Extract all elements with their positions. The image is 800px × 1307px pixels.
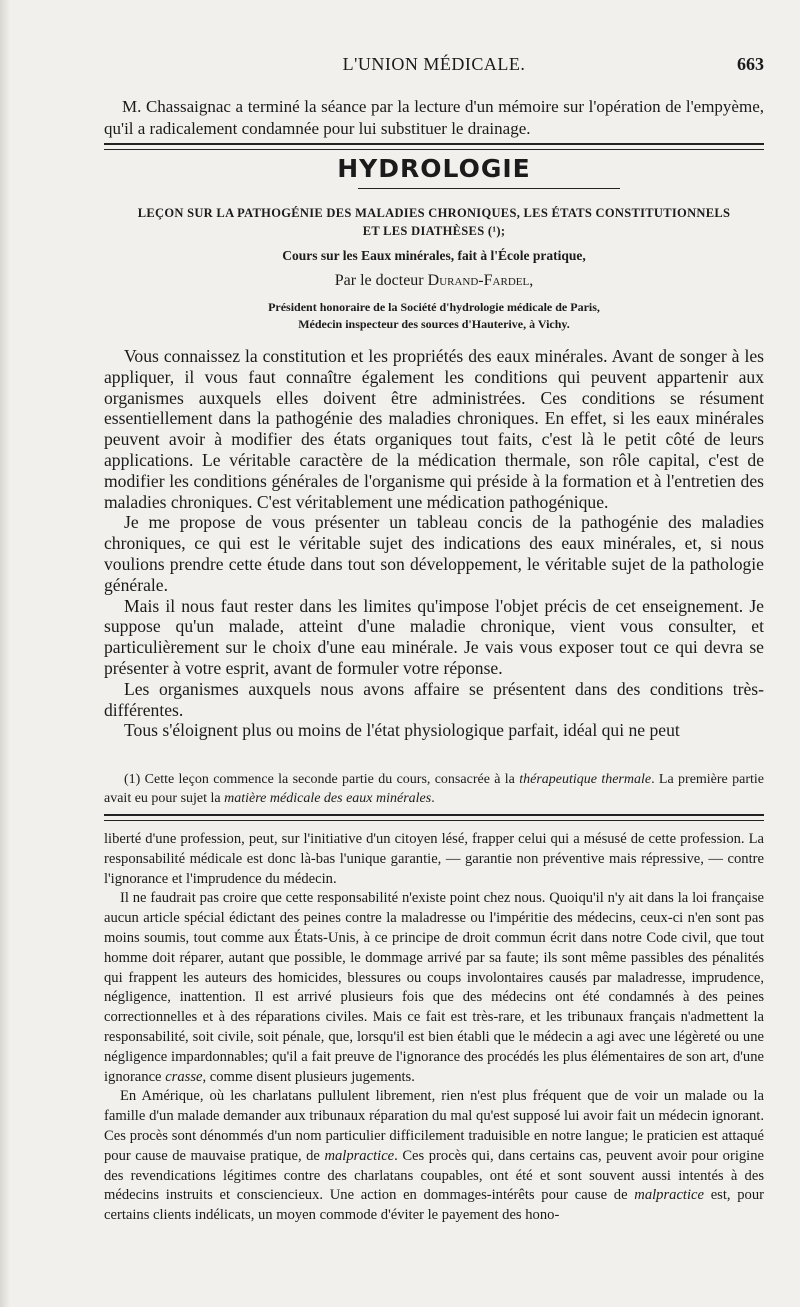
author-name: Durand-Fardel, [427, 272, 534, 289]
lecture-title-line-1: LEÇON SUR LA PATHOGÉNIE DES MALADIES CHRONIQUES, LES ÉTATS CONSTITUTIONNELS [137, 206, 731, 220]
footnote-text: . [431, 791, 435, 806]
author-line [104, 272, 764, 290]
lecture-title-line-2: ET LES DIATHÈSES (¹); [362, 224, 506, 238]
feuilleton-paragraph [104, 889, 764, 1087]
affiliation-2: Médecin inspecteur des sources d'Hauterive, à Vichy. [298, 317, 570, 331]
page-number: 663 [737, 54, 764, 74]
feuilleton-text: Il ne faudrait pas croire que cette responsabilité n'existe point chez nous. Quoiqu'il n'y ait dans la loi française aucun article spécial édictant des peines contre la maladresse ou l'impéritie des médecins, ceux-ci n'en sont pas moins soumis, tout comme aux États-Unis, à ce principe de droit commun écrit dans notre Code civil, que tout homme doit réparer, autant que possible, le dommage arrivé par sa faute; ils sont même passibles des pénalités qui frappent les auteurs des homicides, blessures ou coups involontaires causés par maladresse, imprudence, négligence, inattention. Il est arrivé plusieurs fois que des médecins ont été condamnés à des peines correctionnelles et à des réparations civiles. Mais ce fait est très-rare, et les tribunaux français n'admettent la responsabilité, soit civile, soit pénale, que, lorsqu'il est bien établi que le médecin a agi avec une légèreté ou une négligence impardonnables; qu'il a fait preuve de l'ignorance des procédés les plus élémentaires de son art, d'une ignorance [104, 890, 764, 1085]
body-paragraph: Vous connaissez la constitution et les propriétés des eaux minérales. Avant de songer à les appliquer, il vous faut connaître également les conditions qui peuvent appartenir aux organismes auxquels elles doivent être administrées. Ces conditions se résument essentiellement dans la pathogénie des maladies chroniques. En effet, si les eaux minérales peuvent avoir à modifier des états organiques tout faits, c'est là le petit côté de leurs applications. Le véritable caractère de la médication thermale, son rôle capital, c'est de modifier les conditions générales de l'organisme qui préside à la formation et à l'entretien des maladies chroniques. C'est véritablement une médication pathogénique. [104, 346, 764, 512]
feuilleton-paragraph: liberté d'une profession, peut, sur l'initiative d'un citoyen lésé, frapper celui qui a mésusé de cette profession. La responsabilité médicale est donc là-bas l'unique garantie, — garantie non préventive mais répressive, — contre l'ignorance et l'imprudence du médecin. [104, 831, 764, 887]
section-title: HYDROLOGIE [337, 154, 531, 183]
lecture-body [104, 346, 764, 741]
feuilleton-paragraph [104, 1087, 764, 1226]
footnote-italic: thérapeutique thermale [519, 772, 652, 787]
body-paragraph: Tous s'éloignent plus ou moins de l'état physiologique parfait, idéal qui ne peut [124, 720, 680, 741]
feuilleton-text: , comme disent plusieurs jugements. [202, 1068, 415, 1085]
page-header [104, 52, 764, 80]
footnote-text: . La première partie avait eu pour sujet la [104, 772, 764, 806]
author-prefix: Par le docteur [334, 272, 428, 289]
feuilleton-text: est, pour certains clients indélicats, un moyen commode d'éviter le payement des hono- [104, 1187, 764, 1224]
section-rule-top [104, 143, 764, 150]
feuilleton-italic: malpractice [324, 1147, 395, 1164]
feuilleton-italic: crasse [165, 1068, 203, 1085]
running-head: L'UNION MÉDICALE. [342, 54, 526, 74]
scan-edge [0, 0, 10, 1307]
feuilleton-text: En Amérique, où les charlatans pullulent librement, rien n'est plus fréquent que de voir un malade ou la famille d'un malade demander aux tribunaux réparation du mal qu'est supposé lui avoir fait un médecin ignorant. Ces procès sont dénommés d'un nom particulier difficilement traduisible en notre langue; le praticien est attaqué pour cause de mauvaise pratique, de [104, 1088, 764, 1164]
affiliation-1: Président honoraire de la Société d'hydrologie médicale de Paris, [268, 300, 600, 314]
feuilleton-italic: malpractice [634, 1187, 704, 1204]
footnote-italic: matière médicale des eaux minérales [224, 791, 432, 806]
footnote-text: (1) Cette leçon commence la seconde partie du cours, consacrée à la [124, 772, 520, 787]
feuilleton-text: . Ces procès qui, dans certains cas, peuvent avoir pour origine des revendications légitimes contre des charlatans coupables, ont été et sont souvent aussi intentés à des médecins instruits et consciencieux. Une action en dommages-intérêts pour cause de [104, 1147, 764, 1204]
body-paragraph: Mais il nous faut rester dans les limites qu'impose l'objet précis de cet enseignement. Je suppose qu'un malade, atteint d'une maladie chronique, vient vous consulter, et particulièrement sur le choix d'une eau minérale. Je vais vous exposer tout ce qui devra se présenter à votre esprit, avant de formuler votre réponse. [104, 595, 764, 678]
title-underline [358, 188, 620, 189]
body-paragraph: Je me propose de vous présenter un tableau concis de la pathogénie des maladies chroniques, ce qui est le véritable sujet des indications des eaux minérales, et, si nous voulions prendre cette étude dans tout son développement, le véritable sujet de la pathologie générale. [104, 512, 764, 595]
lecture-title [104, 204, 764, 240]
course-line: Cours sur les Eaux minérales, fait à l'École pratique, [282, 248, 586, 263]
feuilleton [104, 830, 764, 1226]
body-paragraph: Les organismes auxquels nous avons affaire se présentent dans des conditions très-différentes. [104, 678, 764, 720]
intro-paragraph: M. Chassaignac a terminé la séance par la lecture d'un mémoire sur l'opération de l'empyème, qu'il a radicalement condamnée pour lui substituer le drainage. [104, 97, 764, 138]
feuilleton-rule [104, 814, 764, 821]
footnote [104, 770, 764, 808]
